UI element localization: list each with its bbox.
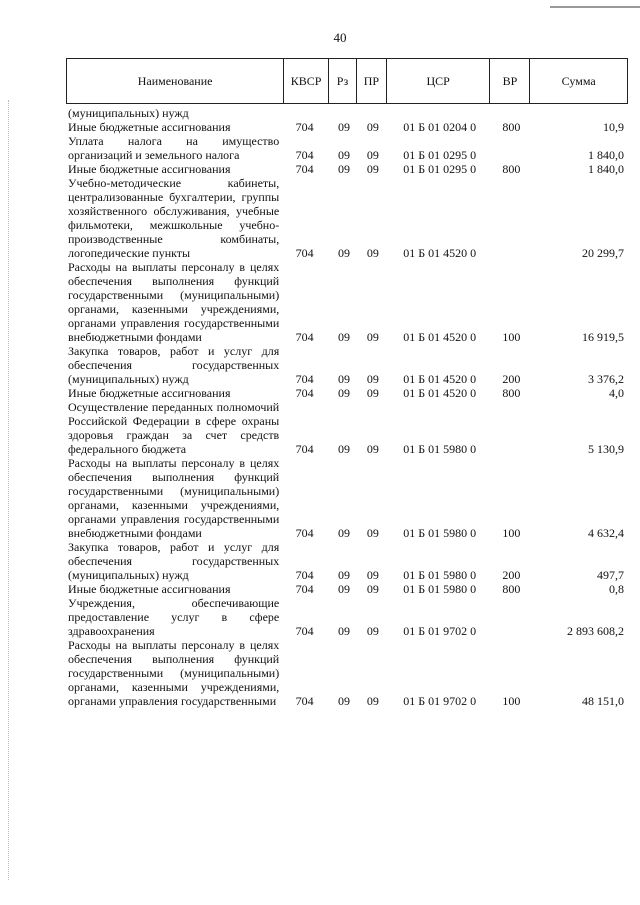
row-csr: 01 Б 01 4520 0 bbox=[403, 372, 477, 386]
row-csr: 01 Б 01 5980 0 bbox=[403, 582, 477, 596]
row-rz: 09 bbox=[338, 162, 350, 176]
header-vr: ВР bbox=[490, 59, 530, 103]
table-row bbox=[66, 540, 628, 582]
row-vr: 100 bbox=[502, 330, 521, 344]
row-sum: 3 376,2 bbox=[588, 372, 624, 386]
row-sum: 10,9 bbox=[603, 120, 624, 134]
row-rz: 09 bbox=[338, 582, 350, 596]
row-vr: 200 bbox=[502, 372, 521, 386]
row-sum: 4,0 bbox=[609, 386, 624, 400]
table-row bbox=[66, 162, 628, 176]
row-csr: 01 Б 01 5980 0 bbox=[403, 526, 477, 540]
row-rz: 09 bbox=[338, 120, 350, 134]
row-csr: 01 Б 01 0204 0 bbox=[403, 120, 477, 134]
table-row bbox=[66, 596, 628, 638]
row-pr: 09 bbox=[366, 526, 379, 540]
row-kvsr: 704 bbox=[295, 526, 314, 540]
row-csr: 01 Б 01 9702 0 bbox=[403, 624, 477, 638]
row-sum: 4 632,4 bbox=[588, 526, 624, 540]
table-row bbox=[66, 638, 628, 708]
table-row bbox=[66, 582, 628, 596]
row-sum: 497,7 bbox=[597, 568, 624, 582]
row-sum: 5 130,9 bbox=[588, 442, 624, 456]
row-pr: 09 bbox=[366, 694, 379, 708]
table-row bbox=[66, 456, 628, 540]
table-row bbox=[66, 344, 628, 386]
row-pr: 09 bbox=[366, 246, 379, 260]
row-pr: 09 bbox=[366, 582, 379, 596]
header-name: Наименование bbox=[67, 59, 284, 103]
table-row bbox=[66, 386, 628, 400]
row-name: Расходы на выплаты персоналу в целях обеспечения выполнения функций государственными (муниципальными) органами, казенными учреждениями, органами управления государственными внебюджетными фондами bbox=[68, 456, 280, 540]
row-csr: 01 Б 01 0295 0 bbox=[403, 148, 477, 162]
row-pr: 09 bbox=[366, 148, 379, 162]
header-kvsr: КВСР bbox=[284, 59, 329, 103]
row-kvsr: 704 bbox=[295, 568, 314, 582]
row-kvsr: 704 bbox=[295, 582, 314, 596]
row-csr: 01 Б 01 4520 0 bbox=[403, 246, 477, 260]
row-rz: 09 bbox=[338, 246, 350, 260]
row-name: Иные бюджетные ассигнования bbox=[68, 386, 231, 400]
header-csr: ЦСР bbox=[387, 59, 491, 103]
row-kvsr: 704 bbox=[295, 246, 314, 260]
row-kvsr: 704 bbox=[295, 694, 314, 708]
row-pr: 09 bbox=[366, 386, 379, 400]
row-rz: 09 bbox=[338, 526, 350, 540]
row-name: Иные бюджетные ассигнования bbox=[68, 582, 231, 596]
table-body bbox=[66, 106, 628, 708]
table-row bbox=[66, 176, 628, 260]
row-sum: 20 299,7 bbox=[582, 246, 624, 260]
row-pr: 09 bbox=[366, 372, 379, 386]
table-row bbox=[66, 400, 628, 456]
header-sum: Сумма bbox=[561, 73, 596, 88]
row-kvsr: 704 bbox=[295, 442, 314, 456]
row-vr: 200 bbox=[502, 568, 521, 582]
row-name: Расходы на выплаты персоналу в целях обеспечения выполнения функций государственными (муниципальными) органами, казенными учреждениями, органами управления государственными внебюджетными фондами bbox=[68, 260, 280, 344]
row-kvsr: 704 bbox=[295, 162, 314, 176]
row-sum: 1 840,0 bbox=[588, 162, 624, 176]
row-name: Осуществление переданных полномочий Российской Федерации в сфере охраны здоровья граждан за счет средств федерального бюджета bbox=[68, 400, 280, 456]
row-name: Уплата налога на имущество организаций и земельного налога bbox=[68, 134, 280, 162]
row-kvsr: 704 bbox=[295, 120, 314, 134]
margin-dots bbox=[8, 100, 11, 880]
row-vr: 800 bbox=[502, 120, 521, 134]
row-csr: 01 Б 01 0295 0 bbox=[403, 162, 477, 176]
row-rz: 09 bbox=[338, 148, 350, 162]
row-csr: 01 Б 01 5980 0 bbox=[403, 568, 477, 582]
table-row bbox=[66, 106, 628, 120]
row-sum: 16 919,5 bbox=[582, 330, 624, 344]
row-sum: 2 893 608,2 bbox=[567, 624, 624, 638]
row-pr: 09 bbox=[366, 624, 379, 638]
row-sum: 1 840,0 bbox=[588, 148, 624, 162]
row-rz: 09 bbox=[338, 372, 350, 386]
row-vr: 800 bbox=[502, 386, 521, 400]
row-pr: 09 bbox=[366, 442, 379, 456]
table-row bbox=[66, 134, 628, 162]
table-row bbox=[66, 120, 628, 134]
page-number: 40 bbox=[333, 30, 347, 45]
row-rz: 09 bbox=[338, 386, 350, 400]
row-kvsr: 704 bbox=[295, 372, 314, 386]
row-pr: 09 bbox=[366, 568, 379, 582]
row-name: Закупка товаров, работ и услуг для обеспечения государственных (муниципальных) нужд bbox=[68, 344, 280, 386]
row-name: Иные бюджетные ассигнования bbox=[68, 120, 231, 134]
row-name: Расходы на выплаты персоналу в целях обеспечения выполнения функций государственными (муниципальными) органами, казенными учреждениями, органами управления государственными bbox=[68, 638, 280, 708]
row-csr: 01 Б 01 9702 0 bbox=[403, 694, 477, 708]
scan-edge-mark bbox=[550, 0, 640, 8]
row-sum: 0,8 bbox=[609, 582, 624, 596]
row-kvsr: 704 bbox=[295, 386, 314, 400]
row-name: Учреждения, обеспечивающие предоставление услуг в сфере здравоохранения bbox=[68, 596, 280, 638]
table-row bbox=[66, 260, 628, 344]
row-csr: 01 Б 01 4520 0 bbox=[403, 386, 477, 400]
table-header bbox=[66, 58, 628, 104]
header-pr: ПР bbox=[357, 59, 387, 103]
row-kvsr: 704 bbox=[295, 330, 314, 344]
row-rz: 09 bbox=[338, 442, 350, 456]
row-vr: 800 bbox=[502, 582, 521, 596]
row-name: Закупка товаров, работ и услуг для обеспечения государственных (муниципальных) нужд bbox=[68, 540, 280, 582]
row-vr: 800 bbox=[502, 162, 521, 176]
row-csr: 01 Б 01 4520 0 bbox=[403, 330, 477, 344]
row-rz: 09 bbox=[338, 624, 350, 638]
row-pr: 09 bbox=[366, 162, 379, 176]
row-rz: 09 bbox=[338, 568, 350, 582]
row-rz: 09 bbox=[338, 694, 350, 708]
row-kvsr: 704 bbox=[295, 624, 314, 638]
row-sum: 48 151,0 bbox=[582, 694, 624, 708]
header-rz: Рз bbox=[329, 59, 357, 103]
row-pr: 09 bbox=[366, 120, 379, 134]
row-csr: 01 Б 01 5980 0 bbox=[403, 442, 477, 456]
row-kvsr: 704 bbox=[295, 148, 314, 162]
row-vr: 100 bbox=[502, 526, 521, 540]
row-name: Иные бюджетные ассигнования bbox=[68, 162, 231, 176]
row-name: (муниципальных) нужд bbox=[68, 106, 189, 120]
row-pr: 09 bbox=[366, 330, 379, 344]
row-name: Учебно-методические кабинеты, централизованные бухгалтерии, группы хозяйственного обслуживания, учебные фильмотеки, межшкольные учебно-производственные комбинаты, логопедические пункты bbox=[68, 176, 280, 260]
row-rz: 09 bbox=[338, 330, 350, 344]
row-vr: 100 bbox=[502, 694, 521, 708]
